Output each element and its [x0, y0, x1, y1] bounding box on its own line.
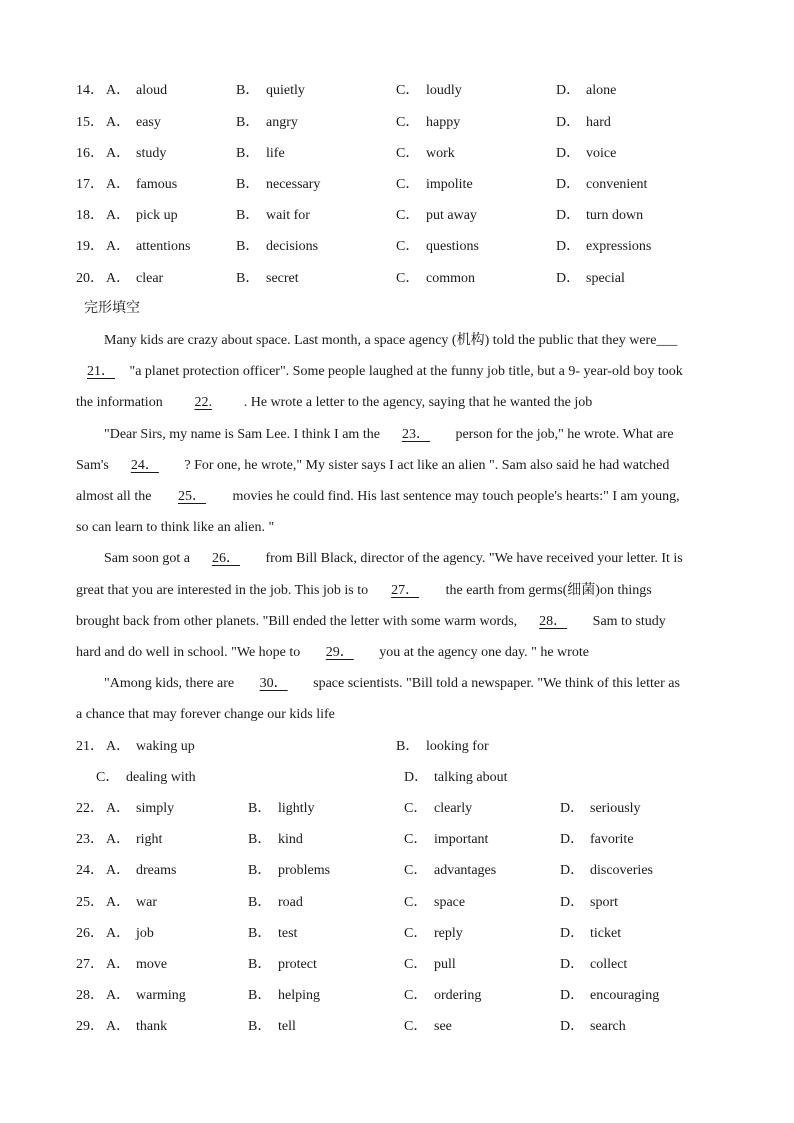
option-letter-d: D． — [560, 863, 585, 878]
blank-28: 28． — [539, 614, 568, 629]
question-number: 26． — [76, 926, 104, 941]
option-letter-d: D． — [560, 895, 585, 910]
option-letter-a: A． — [106, 239, 131, 254]
option-b: road — [278, 895, 303, 910]
option-a: simply — [136, 801, 175, 816]
option-letter-d: D． — [560, 801, 585, 816]
option-letter-b: B． — [236, 208, 260, 223]
option-letter-c: C． — [404, 957, 428, 972]
option-b: secret — [266, 271, 299, 286]
option-b: life — [266, 146, 285, 161]
option-a: move — [136, 957, 168, 972]
passage-line — [76, 581, 716, 601]
passage-line — [76, 456, 716, 476]
option-letter-a: A． — [106, 926, 131, 941]
option-c: space — [434, 895, 466, 910]
passage-line: a chance that may forever change our kids life — [76, 707, 335, 722]
blank-30: 30． — [259, 676, 288, 691]
option-letter-c: C． — [396, 208, 420, 223]
question-number: 18． — [76, 208, 104, 223]
option-letter-a: A． — [106, 957, 131, 972]
question-number: 28． — [76, 988, 104, 1003]
option-c: pull — [434, 957, 456, 972]
option-letter-b: B． — [236, 115, 260, 130]
blank-22: 22. — [194, 395, 212, 410]
option-letter-d: D． — [556, 208, 581, 223]
option-letter-c: C． — [404, 988, 428, 1003]
option-letter-c: C． — [396, 239, 420, 254]
option-letter-d: D． — [560, 957, 585, 972]
option-c: put away — [426, 208, 477, 223]
option-d: special — [586, 271, 625, 286]
passage-line: so can learn to think like an alien. " — [76, 520, 275, 535]
option-d: favorite — [590, 832, 634, 847]
option-a: clear — [136, 271, 164, 286]
passage-text: Sam soon got a — [104, 551, 190, 566]
option-letter-c: C． — [396, 146, 420, 161]
passage-line — [76, 393, 716, 413]
option-b: decisions — [266, 239, 319, 254]
blank-26: 26． — [211, 551, 240, 566]
option-c: important — [434, 832, 489, 847]
option-d: expressions — [586, 239, 652, 254]
option-letter-b: B． — [236, 83, 260, 98]
option-letter-a: A． — [106, 115, 131, 130]
option-letter-d: D． — [556, 146, 581, 161]
option-a: warming — [136, 988, 186, 1003]
option-letter-c: C． — [396, 83, 420, 98]
passage-line — [76, 487, 716, 507]
option-a: thank — [136, 1019, 168, 1034]
passage-line: Many kids are crazy about space. Last month, a space agency (机构) told the public that they were___ — [104, 333, 678, 348]
option-d: convenient — [586, 177, 648, 192]
option-letter-a: A． — [106, 895, 131, 910]
section-title: 完形填空 — [84, 300, 140, 316]
option-b: quietly — [266, 83, 305, 98]
option-d: voice — [586, 146, 617, 161]
option-letter-c: C． — [396, 177, 420, 192]
question-number: 23． — [76, 832, 104, 847]
option-b: lightly — [278, 801, 315, 816]
option-a: war — [136, 895, 157, 910]
option-letter-b: B． — [248, 926, 272, 941]
passage-text: from Bill Black, director of the agency. "We have received your letter. It is — [261, 551, 683, 566]
option-letter-b: B． — [248, 988, 272, 1003]
option-d: ticket — [590, 926, 622, 941]
blank-21: 21． — [87, 364, 115, 379]
question-number: 27． — [76, 957, 104, 972]
option-letter-a: A． — [106, 208, 131, 223]
option-c: work — [426, 146, 455, 161]
passage-text: the information — [76, 395, 167, 410]
option-c: happy — [426, 115, 461, 130]
question-number: 29． — [76, 1019, 104, 1034]
option-d: seriously — [590, 801, 641, 816]
option-a: job — [136, 926, 154, 941]
option-letter-d: D． — [556, 83, 581, 98]
option-d: encouraging — [590, 988, 660, 1003]
question-number: 20． — [76, 271, 104, 286]
passage-text: brought back from other planets. "Bill ended the letter with some warm words, — [76, 614, 518, 629]
passage-text: Sam to study — [589, 614, 666, 629]
option-letter-a: A． — [106, 988, 131, 1003]
option-letter-a: A． — [106, 83, 131, 98]
blank-25: 25． — [177, 489, 206, 504]
option-d: talking about — [434, 770, 508, 785]
option-letter-a: A． — [106, 271, 131, 286]
passage-line — [104, 549, 744, 569]
option-letter-b: B． — [248, 895, 272, 910]
option-b: kind — [278, 832, 303, 847]
option-letter-c: C． — [404, 801, 428, 816]
option-c: reply — [434, 926, 463, 941]
option-a: waking up — [136, 739, 195, 754]
option-letter-a: A． — [106, 177, 131, 192]
passage-text: movies he could find. His last sentence may touch people's hearts:" I am young, — [228, 489, 680, 504]
option-letter-b: B． — [236, 271, 260, 286]
passage-text: person for the job," he wrote. What are — [451, 427, 674, 442]
option-letter-c: C． — [404, 863, 428, 878]
question-number: 21． — [76, 739, 104, 754]
option-a: right — [136, 832, 163, 847]
option-letter-b: B． — [248, 863, 272, 878]
option-letter-b: B． — [248, 957, 272, 972]
option-letter-c: C． — [96, 770, 120, 785]
passage-text: "Dear Sirs, my name is Sam Lee. I think I am the — [104, 427, 380, 442]
blank-24: 24． — [130, 458, 159, 473]
option-c: ordering — [434, 988, 482, 1003]
passage-line — [76, 643, 716, 663]
option-letter-a: A． — [106, 801, 131, 816]
question-number: 25． — [76, 895, 104, 910]
passage-line — [76, 612, 716, 632]
blank-23: 23． — [401, 427, 430, 442]
passage-text: you at the agency one day. " he wrote — [375, 645, 589, 660]
option-c: dealing with — [126, 770, 196, 785]
option-letter-a: A． — [106, 863, 131, 878]
question-number: 14． — [76, 83, 104, 98]
option-b: necessary — [266, 177, 321, 192]
option-letter-b: B． — [236, 177, 260, 192]
option-d: alone — [586, 83, 617, 98]
option-letter-a: A． — [106, 832, 131, 847]
option-letter-a: A． — [106, 1019, 131, 1034]
blank-27: 27． — [391, 583, 420, 598]
option-d: sport — [590, 895, 618, 910]
option-b: problems — [278, 863, 331, 878]
question-number: 16． — [76, 146, 104, 161]
passage-line — [104, 674, 744, 694]
option-letter-a: A． — [106, 739, 131, 754]
option-d: search — [590, 1019, 626, 1034]
option-letter-c: C． — [404, 1019, 428, 1034]
option-d: collect — [590, 957, 628, 972]
option-a: dreams — [136, 863, 177, 878]
option-letter-d: D． — [560, 988, 585, 1003]
option-letter-a: A． — [106, 146, 131, 161]
option-a: famous — [136, 177, 178, 192]
option-letter-c: C． — [396, 271, 420, 286]
passage-text: . He wrote a letter to the agency, saying that he wanted the job — [240, 395, 593, 410]
option-b: helping — [278, 988, 320, 1003]
option-a: pick up — [136, 208, 178, 223]
question-number: 19． — [76, 239, 104, 254]
passage-line — [104, 425, 744, 445]
option-c: advantages — [434, 863, 497, 878]
passage-text: "Among kids, there are — [104, 676, 238, 691]
option-c: loudly — [426, 83, 462, 98]
option-letter-c: C． — [404, 895, 428, 910]
option-b: protect — [278, 957, 317, 972]
option-d: discoveries — [590, 863, 653, 878]
option-letter-d: D． — [404, 770, 429, 785]
option-letter-b: B． — [236, 239, 260, 254]
passage-line — [76, 362, 716, 382]
option-b: wait for — [266, 208, 310, 223]
question-number: 15． — [76, 115, 104, 130]
question-number: 22． — [76, 801, 104, 816]
option-letter-b: B． — [248, 832, 272, 847]
option-letter-b: B． — [236, 146, 260, 161]
option-letter-d: D． — [556, 271, 581, 286]
option-letter-d: D． — [556, 239, 581, 254]
passage-text: hard and do well in school. "We hope to — [76, 645, 304, 660]
question-number: 17． — [76, 177, 104, 192]
option-a: study — [136, 146, 167, 161]
option-b: looking for — [426, 739, 489, 754]
option-letter-c: C． — [396, 115, 420, 130]
passage-text: "a planet protection officer". Some people laughed at the funny job title, but a 9- year-old boy took — [126, 364, 683, 379]
passage-text: great that you are interested in the job. This job is to — [76, 583, 369, 598]
option-letter-d: D． — [560, 926, 585, 941]
option-letter-d: D． — [560, 832, 585, 847]
option-b: test — [278, 926, 298, 941]
option-letter-d: D． — [556, 115, 581, 130]
option-letter-c: C． — [404, 832, 428, 847]
passage-text: the earth from germs(细菌)on things — [442, 583, 652, 598]
option-c: impolite — [426, 177, 473, 192]
passage-text: ? For one, he wrote," My sister says I act like an alien ". Sam also said he had watched — [180, 458, 670, 473]
option-c: clearly — [434, 801, 473, 816]
passage-text: almost all the — [76, 489, 155, 504]
option-letter-c: C． — [404, 926, 428, 941]
option-d: hard — [586, 115, 611, 130]
question-number: 24． — [76, 863, 104, 878]
option-c: questions — [426, 239, 479, 254]
option-a: aloud — [136, 83, 168, 98]
option-letter-d: D． — [556, 177, 581, 192]
option-c: see — [434, 1019, 452, 1034]
passage-text: space scientists. "Bill told a newspaper. "We think of this letter as — [309, 676, 680, 691]
option-b: tell — [278, 1019, 296, 1034]
option-d: turn down — [586, 208, 644, 223]
option-letter-d: D． — [560, 1019, 585, 1034]
option-c: common — [426, 271, 475, 286]
option-letter-b: B． — [396, 739, 420, 754]
option-letter-b: B． — [248, 801, 272, 816]
option-a: attentions — [136, 239, 191, 254]
option-letter-b: B． — [248, 1019, 272, 1034]
option-a: easy — [136, 115, 161, 130]
blank-29: 29． — [325, 645, 354, 660]
option-b: angry — [266, 115, 298, 130]
passage-text: Sam's — [76, 458, 109, 473]
